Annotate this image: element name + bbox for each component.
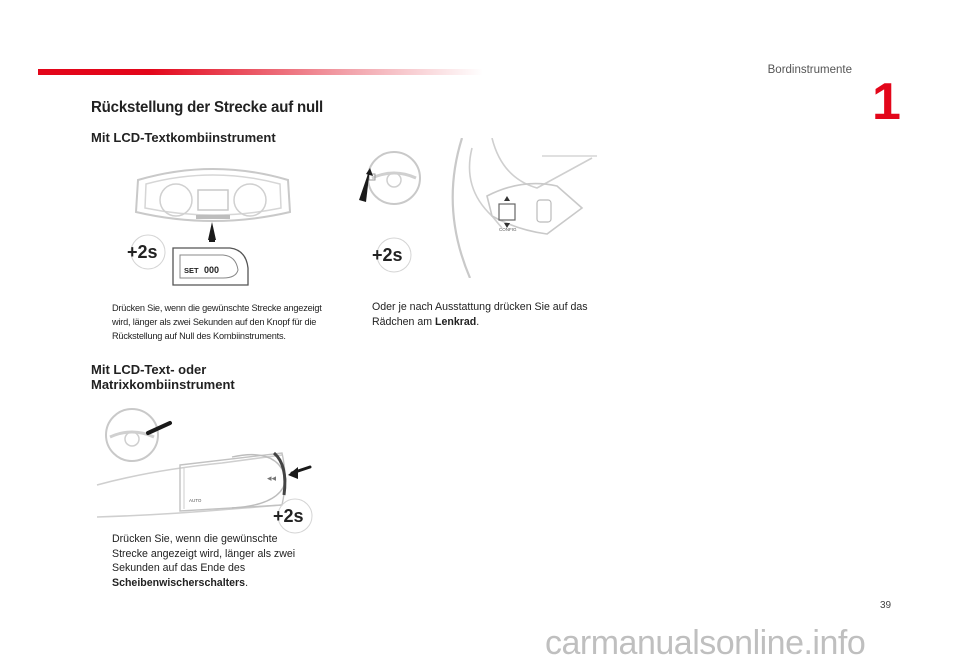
button-set-label: SET [184, 266, 199, 275]
config-label: CONFIG [499, 227, 517, 232]
heading-line-2: Matrixkombiinstrument [91, 377, 235, 392]
badge-text: +2s [127, 242, 158, 262]
instruction-text-3-part: Drücken Sie, wenn die gewünschte Strecke angezeigt wird, länger als zwei Sekunden auf das Ende des [112, 533, 296, 574]
section-title: Bordinstrumente [767, 64, 852, 76]
chapter-number: 1 [872, 73, 901, 131]
instruction-text-3 [91, 532, 306, 590]
instruction-text-2-part: Oder je nach Ausstattung drücken Sie auf das Rädchen am [372, 301, 588, 328]
instrument-cluster-illustration [118, 160, 308, 295]
instruction-body-3 [91, 532, 306, 590]
instruction-text-2 [352, 300, 600, 329]
instruction-text-1 [91, 301, 336, 343]
hold-time-badge-1 [124, 234, 170, 270]
page-number: 39 [880, 600, 892, 611]
emphasis-steering-wheel: Lenkrad [435, 315, 477, 328]
instruction-text-3-end: . [245, 576, 249, 589]
svg-text:◂◂: ◂◂ [267, 474, 277, 484]
page-title: Rückstellung der Strecke auf null [91, 99, 324, 116]
heading-lcd-matrix-cluster [91, 362, 235, 392]
emphasis-wiper-stalk: Scheibenwischerschalters [112, 576, 246, 589]
hold-time-badge-2 [370, 237, 416, 273]
badge-text: +2s [372, 245, 403, 265]
heading-line-1: Mit LCD-Text- oder [91, 362, 207, 377]
instruction-body-2 [352, 300, 600, 329]
button-value-label: 000 [204, 265, 220, 275]
instruction-text-2-end: . [476, 315, 480, 328]
hold-time-badge-3 [271, 498, 317, 534]
badge-text: +2s [273, 506, 304, 526]
auto-label: AUTO [189, 498, 202, 503]
chapter-color-bar [38, 69, 483, 75]
watermark: carmanualsonline.info [545, 624, 866, 662]
instruction-body-1: Drücken Sie, wenn die gewünschte Strecke angezeigt wird, länger als zwei Sekunden auf den Knopf für die Rückstellung auf Null des Kombiinstruments. [112, 303, 322, 341]
heading-lcd-text-cluster: Mit LCD-Textkombiinstrument [91, 130, 276, 145]
